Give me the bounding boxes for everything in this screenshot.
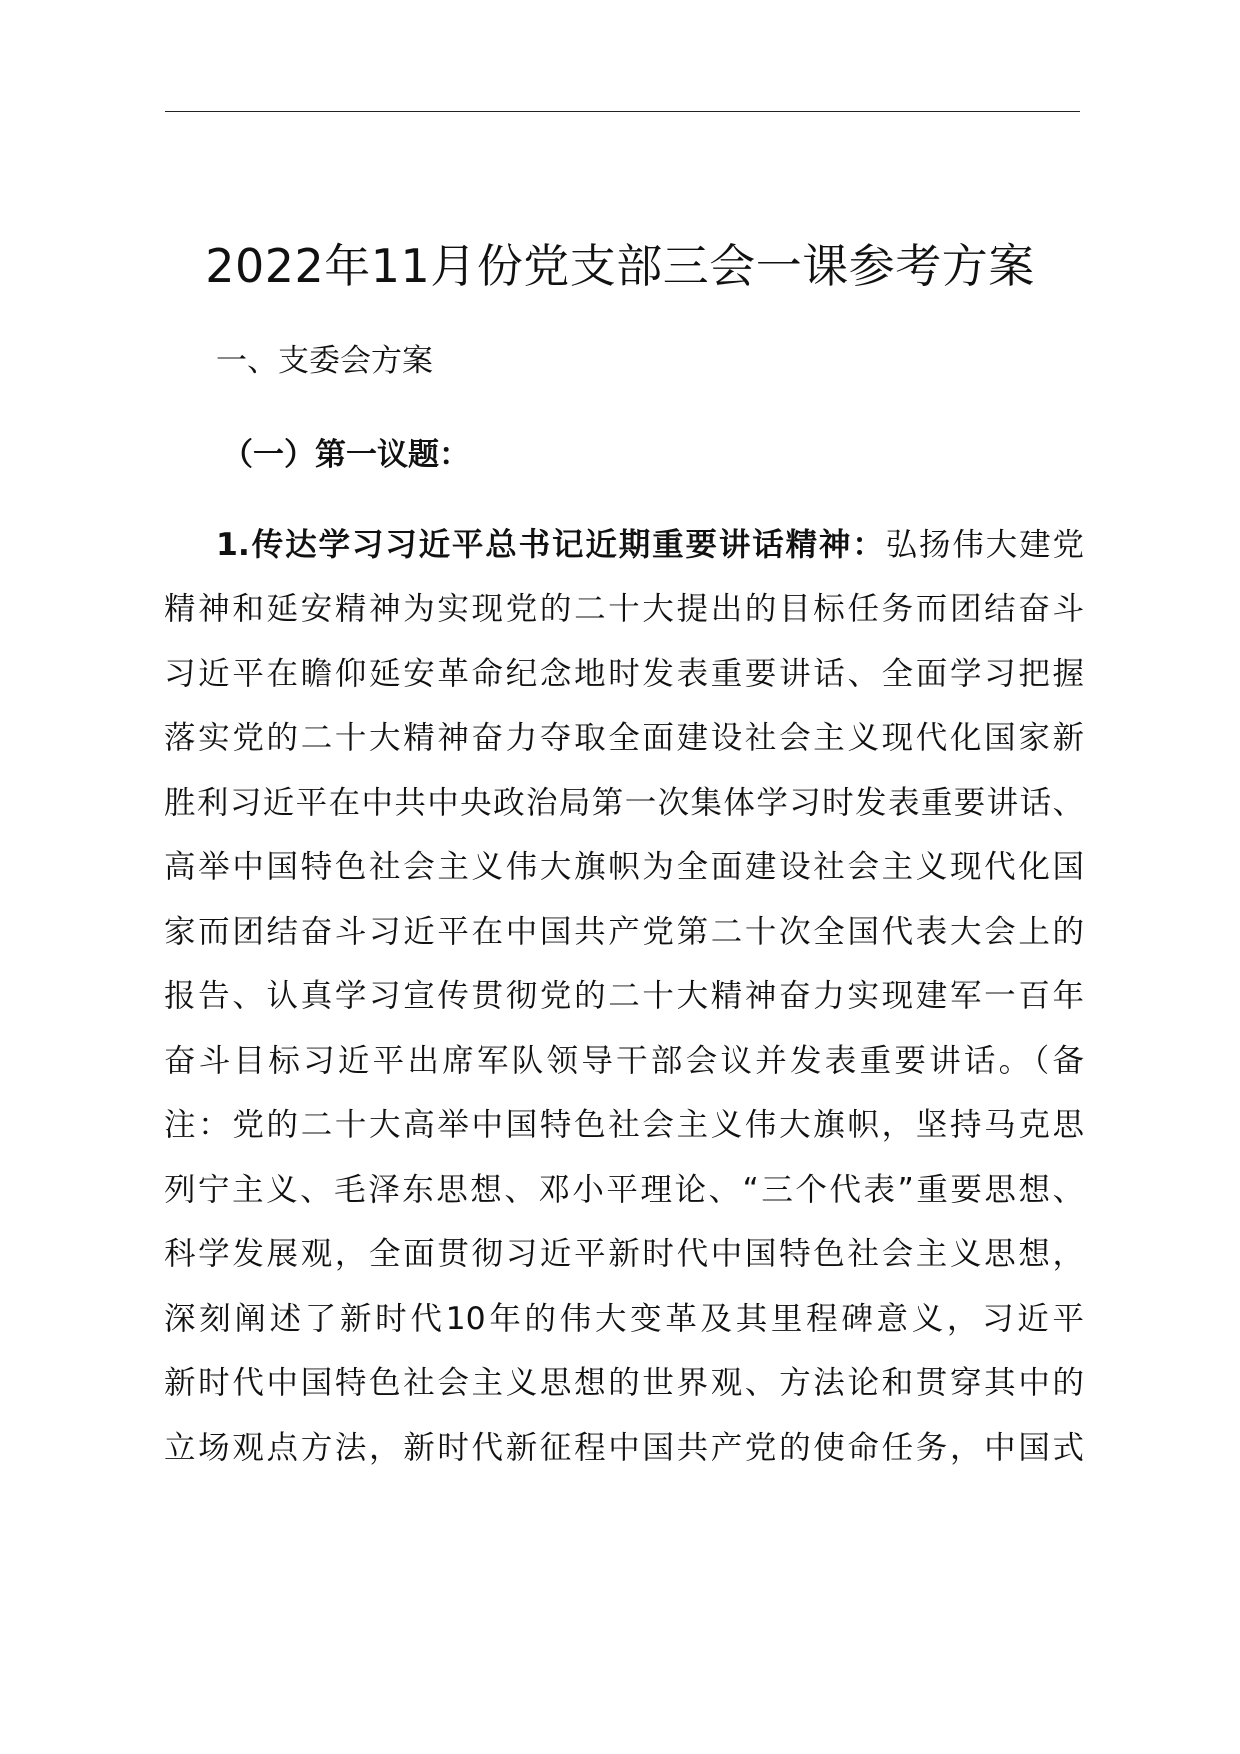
body-line: 习近平在瞻仰延安革命纪念地时发表重要讲话、全面学习把握: [164, 656, 1084, 692]
body-line: [216, 525, 1084, 565]
body-line: 注：党的二十大高举中国特色社会主义伟大旗帜，坚持马克思: [164, 1107, 1084, 1143]
body-line: 奋斗目标习近平出席军队领导干部会议并发表重要讲话。（备: [164, 1043, 1084, 1079]
body-line: 落实党的二十大精神奋力夺取全面建设社会主义现代化国家新: [164, 720, 1084, 756]
body-line: 家而团结奋斗习近平在中国共产党第二十次全国代表大会上的: [164, 914, 1084, 950]
body-line: 精神和延安精神为实现党的二十大提出的目标任务而团结奋斗: [164, 591, 1084, 627]
body-line: 高举中国特色社会主义伟大旗帜为全面建设社会主义现代化国: [164, 849, 1084, 885]
document-title: 2022年11月份党支部三会一课参考方案: [205, 239, 1035, 293]
body-line: 胜利习近平在中共中央政治局第一次集体学习时发表重要讲话、: [164, 785, 1084, 821]
body-line: 新时代中国特色社会主义思想的世界观、方法论和贯穿其中的: [164, 1365, 1084, 1401]
section-heading: 一、支委会方案: [216, 343, 433, 379]
body-line-text: 弘扬伟大建党: [885, 527, 1084, 563]
body-line: 报告、认真学习宣传贯彻党的二十大精神奋力实现建军一百年: [164, 978, 1084, 1014]
body-line: 立场观点方法，新时代新征程中国共产党的使命任务，中国式: [164, 1430, 1084, 1466]
body-line: 深刻阐述了新时代10年的伟大变革及其里程碑意义，习近平: [164, 1301, 1084, 1337]
body-line: 列宁主义、毛泽东思想、邓小平理论、“三个代表”重要思想、: [164, 1172, 1084, 1208]
body-line: 科学发展观，全面贯彻习近平新时代中国特色社会主义思想，: [164, 1236, 1084, 1272]
subsection-heading: （一）第一议题：: [222, 437, 470, 473]
item-lead: 1.传达学习习近平总书记近期重要讲话精神：: [216, 527, 886, 563]
